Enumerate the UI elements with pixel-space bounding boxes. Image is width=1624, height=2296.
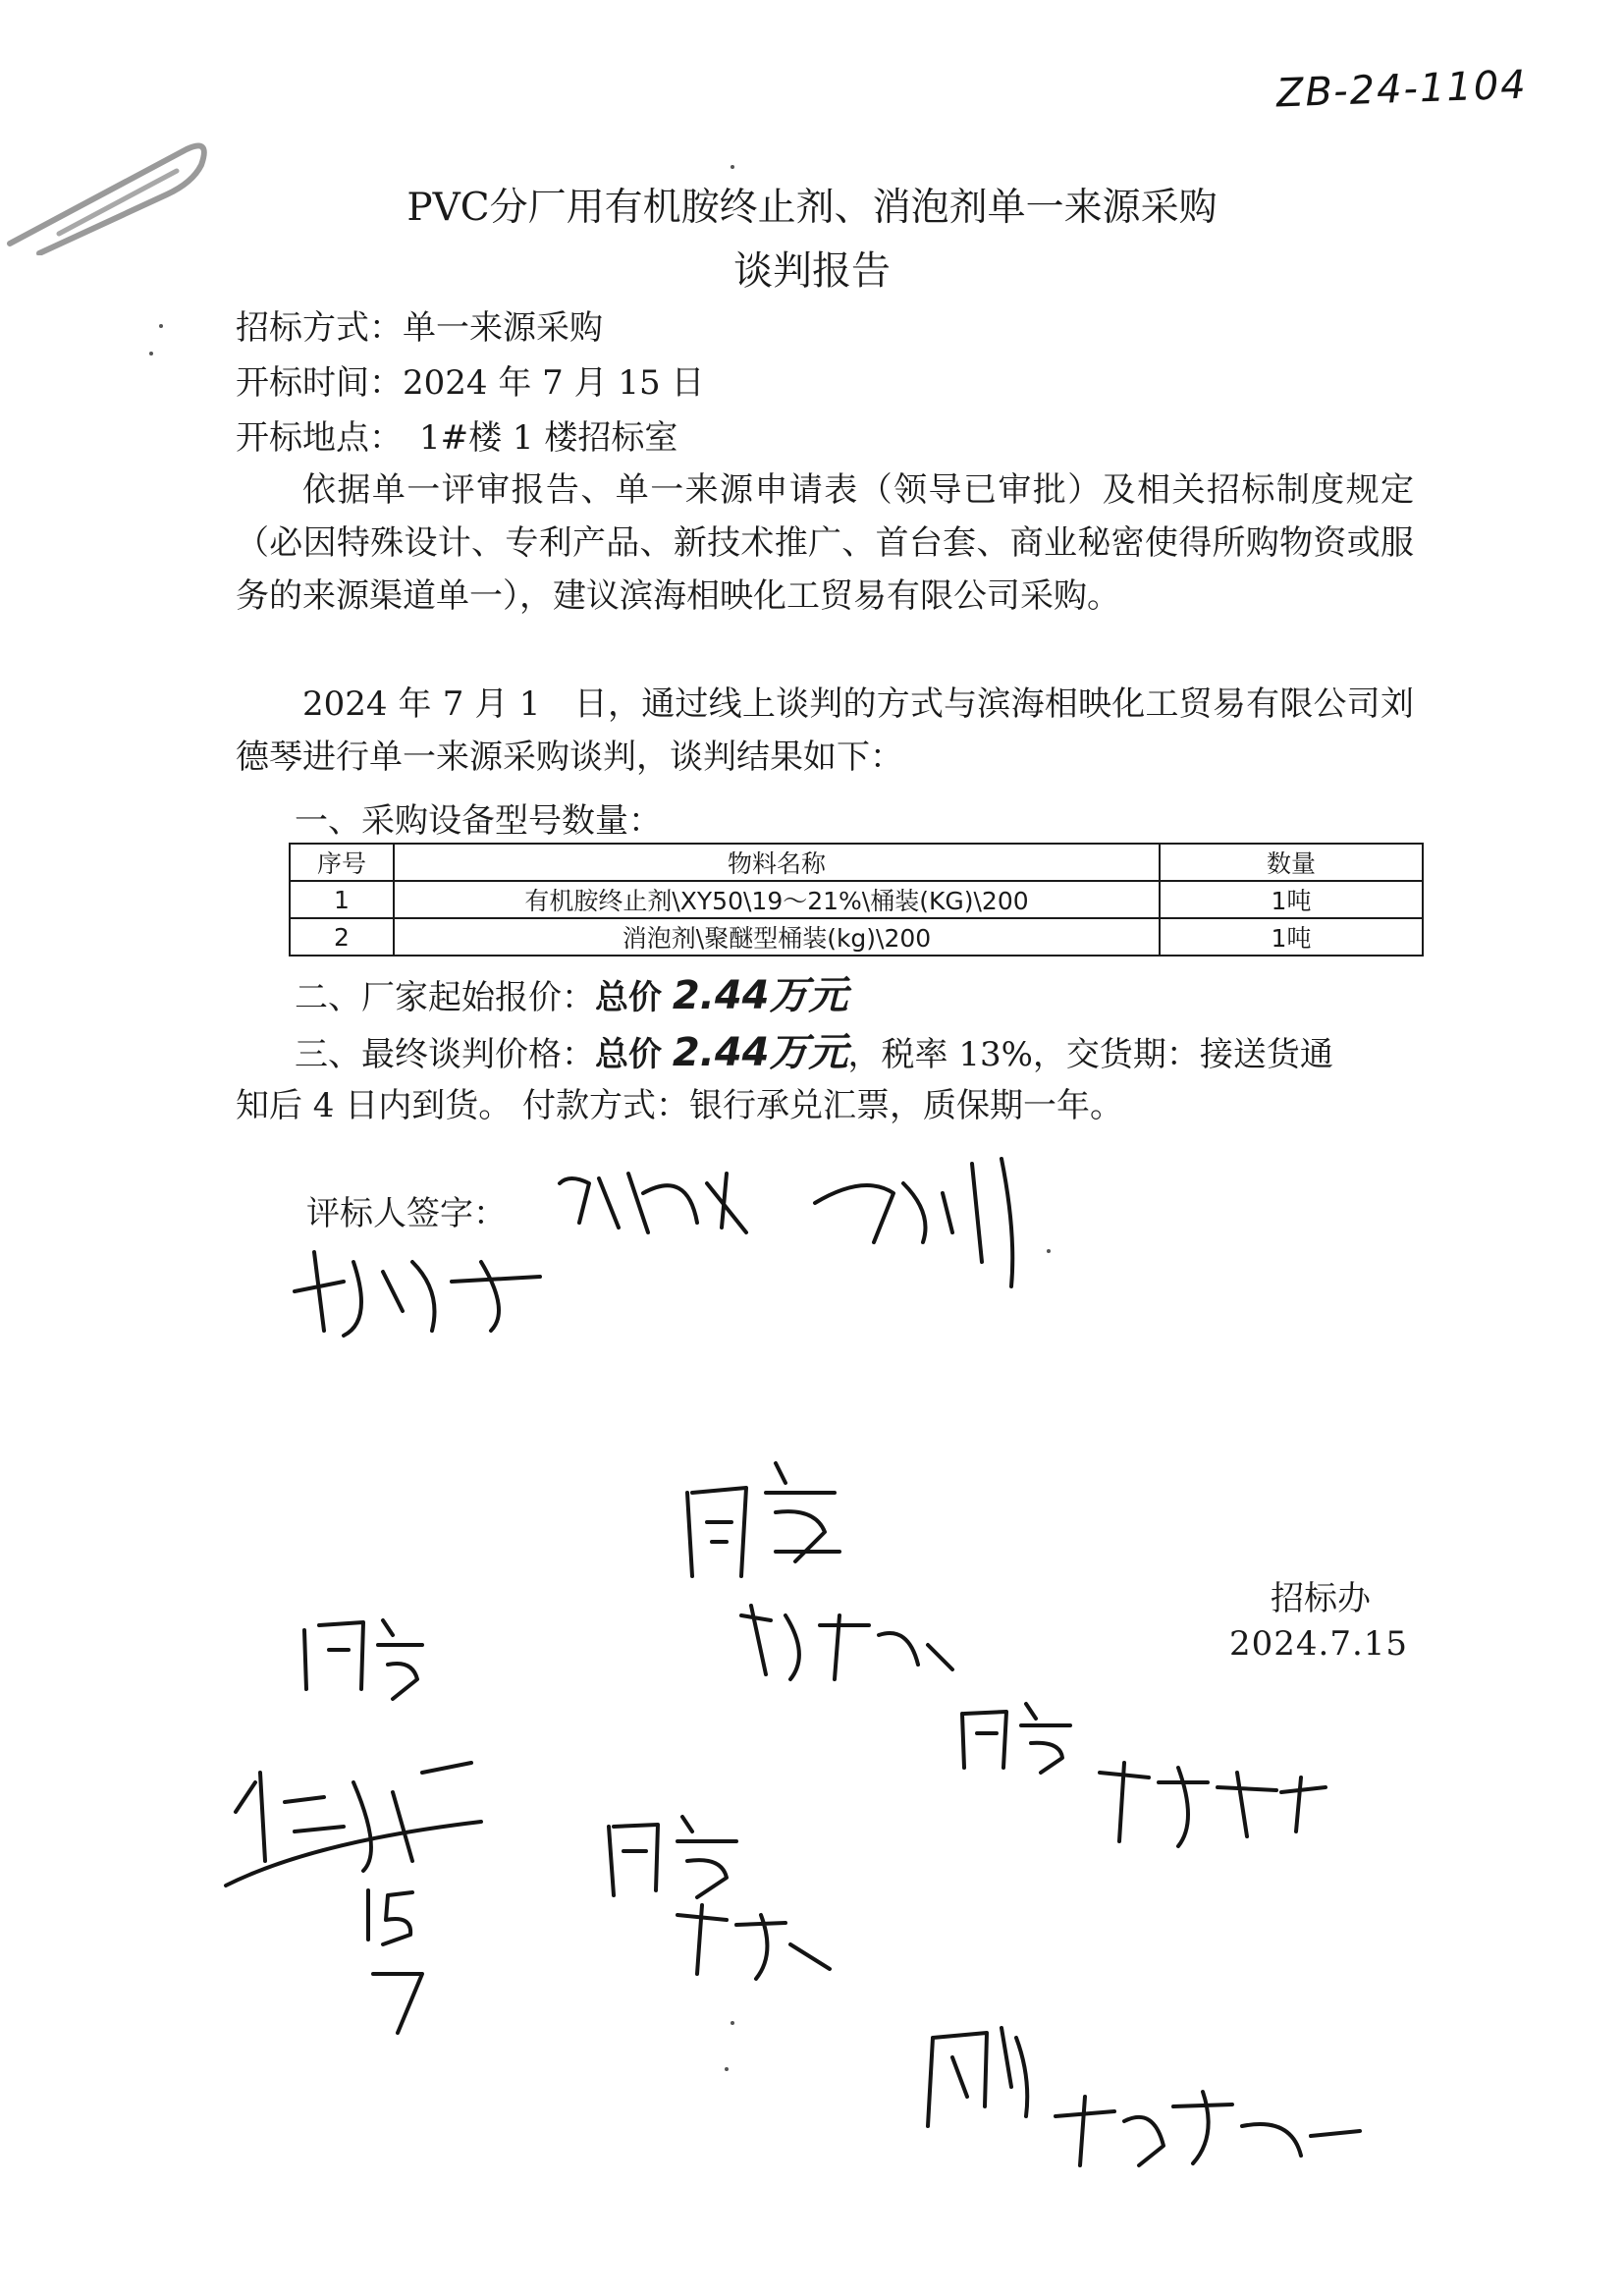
initial-quote-amount: 2.44万元 (672, 973, 848, 1018)
handwritten-signature (550, 1164, 776, 1242)
scan-speck (725, 2067, 729, 2071)
table-header-cell: 物料名称 (394, 844, 1160, 881)
handwritten-approval (599, 1807, 756, 1905)
table-header-row (290, 844, 1423, 881)
issue-date: 2024.7.15 (1229, 1624, 1409, 1664)
field-bid-time: 开标时间：2024 年 7 月 15 日 (236, 363, 705, 403)
handwritten-signature (216, 1743, 491, 1890)
field-bid-method: 招标方式：单一来源采购 (236, 308, 603, 348)
handwritten-mark (353, 1881, 442, 2038)
signature-label: 评标人签字： (306, 1194, 507, 1233)
document-subtitle: 谈判报告 (733, 248, 891, 294)
section-equipment-heading: 一、采购设备型号数量： (295, 801, 662, 841)
handwritten-signature (805, 1154, 1041, 1291)
document-code: ZB-24-1104 (1275, 62, 1529, 117)
issuer: 招标办 (1271, 1579, 1371, 1618)
handwritten-approval (295, 1611, 432, 1709)
table-cell: 1 (290, 881, 394, 918)
scan-speck (731, 165, 734, 169)
table-cell: 2 (290, 918, 394, 956)
field-bid-place: 开标地点： 1#楼 1 楼招标室 (236, 418, 678, 458)
section-final-price (295, 1021, 1333, 1077)
final-price-keyword: 总价 (595, 1035, 662, 1074)
paragraph-negotiation: 2024 年 7 月 1 日，通过线上谈判的方式与滨海相映化工贸易有限公司刘德琴进行单一来源采购谈判，谈判结果如下： (236, 684, 1414, 777)
final-price-terms: ，税率 13%，交货期：接送货通 (847, 1035, 1333, 1074)
table-row (290, 881, 1423, 918)
table-cell: 有机胺终止剂\XY50\19～21%\桶装(KG)\200 (394, 881, 1160, 918)
handwritten-signature (668, 1895, 835, 1984)
handwritten-signature (918, 2018, 1036, 2136)
table-cell: 1吨 (1160, 918, 1423, 956)
handwritten-signature (731, 1596, 957, 1684)
scan-speck (731, 2021, 734, 2025)
final-price-label: 三、最终谈判价格： (295, 1035, 595, 1074)
scan-speck (1047, 1249, 1051, 1253)
final-price-terms-continued: 知后 4 日内到货。 付款方式：银行承兑汇票，质保期一年。 (236, 1086, 1124, 1125)
table-row (290, 918, 1423, 956)
handwritten-signature (1046, 2077, 1370, 2175)
handwritten-approval (952, 1694, 1080, 1782)
handwritten-approval (677, 1453, 854, 1591)
section-initial-quote (295, 964, 848, 1020)
handwritten-signature (285, 1232, 550, 1340)
paragraph-basis: 依据单一评审报告、单一来源申请表（领导已审批）及相关招标制度规定（必因特殊设计、专利产品、新技术推广、首台套、商业秘密使得所购物资或服务的来源渠道单一），建议滨海相映化工贸易有限公司采购。 (236, 470, 1414, 616)
table-cell: 消泡剂\聚醚型桶装(kg)\200 (394, 918, 1160, 956)
final-price-amount: 2.44万元 (672, 1030, 848, 1075)
items-table (289, 843, 1424, 957)
initial-quote-keyword: 总价 (595, 978, 662, 1017)
table-header-cell: 序号 (290, 844, 394, 881)
table-header-cell: 数量 (1160, 844, 1423, 881)
scan-speck (159, 324, 163, 328)
table-cell: 1吨 (1160, 881, 1423, 918)
initial-quote-label: 二、厂家起始报价： (295, 978, 595, 1017)
handwritten-signature (1090, 1743, 1335, 1851)
document-title: PVC分厂用有机胺终止剂、消泡剂单一来源采购 (406, 186, 1218, 230)
scan-speck (149, 352, 153, 355)
